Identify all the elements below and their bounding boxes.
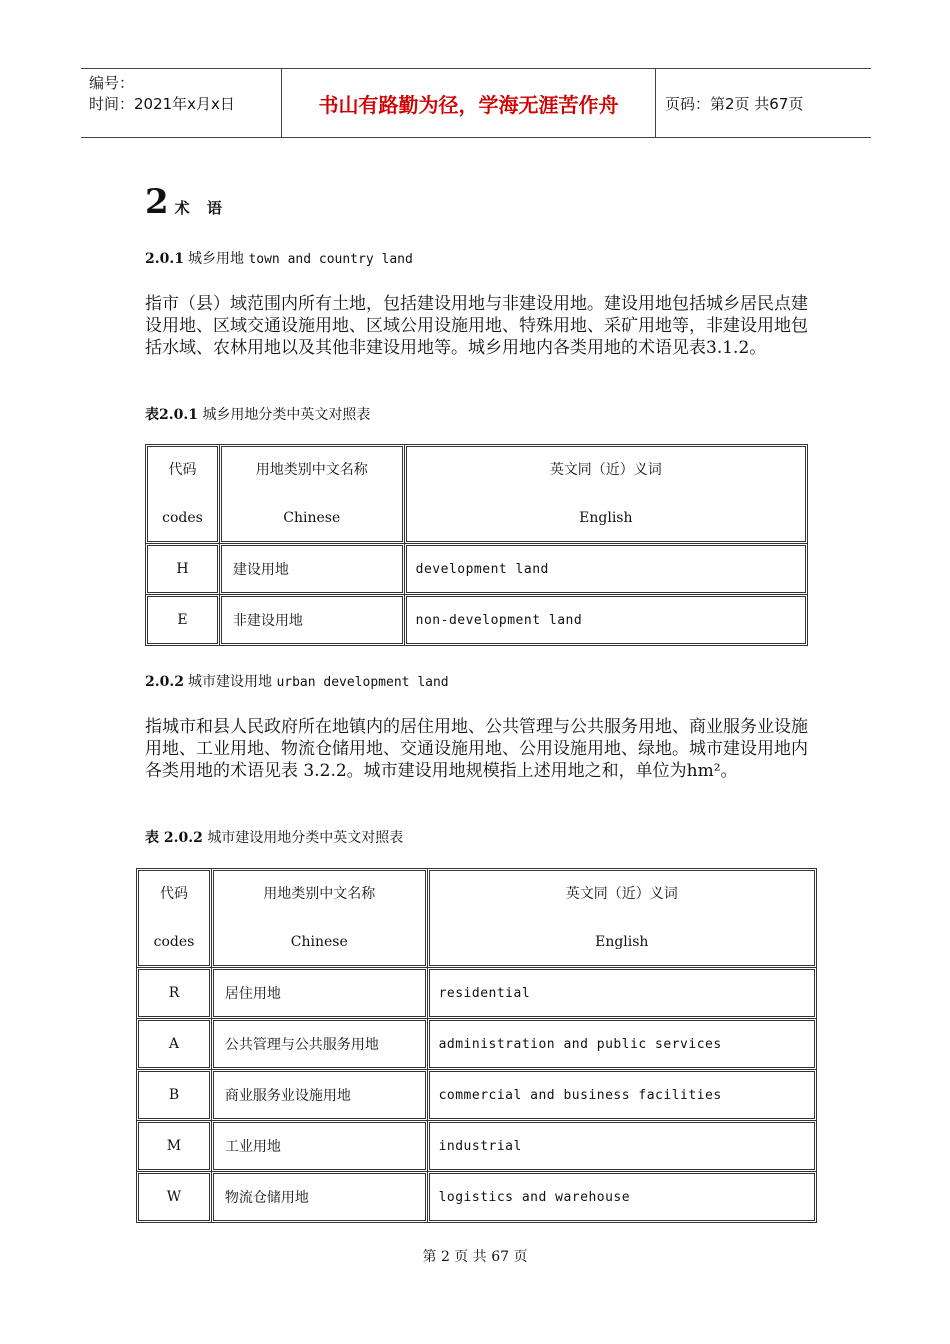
cell-code: B [137,1070,212,1121]
term-number: 2.0.2 [145,674,184,690]
page-header [81,68,871,138]
cell-chinese: 非建设用地 [219,595,404,646]
page-footer: 第 2 页 共 67 页 [422,1249,528,1265]
header-cell-english: 英文同（近）义词 English [404,445,807,544]
header-cell-chinese: 用地类别中文名称 Chinese [219,445,404,544]
cell-english: residential [427,968,816,1019]
header-cell-chinese: 用地类别中文名称 Chinese [211,869,427,968]
paragraph-2: 指城市和县人民政府所在地镇内的居住用地、公共管理与公共服务用地、商业服务业设施用地、工业用地、物流仓储用地、交通设施用地、公用设施用地、绿地。城市建设用地内各类用地的术语见表 3.2.2。城市建设用地规模指上述用地之和，单位为hm²。 [145,717,808,781]
table-header-row [146,445,808,544]
caption-number: 表 2.0.2 [145,830,203,846]
cell-code: E [146,595,220,646]
cell-code: R [137,968,212,1019]
header-motto: 书山有路勤为径，学海无涯苦作舟 [318,93,619,117]
cell-english: administration and public services [427,1019,816,1070]
cell-chinese: 公共管理与公共服务用地 [211,1019,427,1070]
header-cell-english: 英文同（近）义词 English [427,869,816,968]
cell-code: A [137,1019,212,1070]
paragraph-1: 指市（县）域范围内所有土地，包括建设用地与非建设用地。建设用地包括城乡居民点建设用地、区域交通设施用地、区域公用设施用地、特殊用地、采矿用地等，非建设用地包括水域、农林用地以及其他非建设用地等。城乡用地内各类用地的术语见表3.1.2。 [145,294,808,358]
table-row [146,544,808,595]
header-time-label: 时间：2021年x月x日 [89,95,235,113]
cell-chinese: 商业服务业设施用地 [211,1070,427,1121]
cell-chinese: 居住用地 [211,968,427,1019]
header-divider-right [655,69,656,137]
cell-code: M [137,1121,212,1172]
cell-english: logistics and warehouse [427,1172,816,1223]
term-en: urban development land [276,675,449,690]
cell-code: W [137,1172,212,1223]
term-heading-1 [145,248,413,268]
table-row [137,968,817,1019]
table-header-row [137,869,817,968]
caption-text: 城市建设用地分类中英文对照表 [207,830,404,846]
section-number: 2 [145,182,169,222]
header-cell-code: 代码 codes [146,445,220,544]
section-name: 术 语 [174,199,228,217]
term-number: 2.0.1 [145,251,184,267]
table-urban-land-classification [136,868,817,1223]
table-row [137,1172,817,1223]
header-meta [89,73,235,115]
cell-chinese: 建设用地 [219,544,404,595]
table-caption-2 [145,827,403,847]
cell-english: industrial [427,1121,816,1172]
cell-code: H [146,544,220,595]
cell-chinese: 工业用地 [211,1121,427,1172]
table-row [137,1070,817,1121]
header-cell-code: 代码 codes [137,869,212,968]
caption-number: 表2.0.1 [145,407,198,423]
cell-english: commercial and business facilities [427,1070,816,1121]
table-row [137,1121,817,1172]
table-row [137,1019,817,1070]
cell-english: development land [404,544,807,595]
term-heading-2 [145,671,449,691]
caption-text: 城乡用地分类中英文对照表 [202,407,371,423]
cell-english: non-development land [404,595,807,646]
header-number-label: 编号： [89,74,135,92]
table-land-classification [145,444,808,646]
term-en: town and country land [248,252,413,267]
table-row [146,595,808,646]
header-page-label: 页码：第2页 共67页 [665,95,804,113]
cell-chinese: 物流仓储用地 [211,1172,427,1223]
term-zh: 城乡用地 [187,251,244,267]
section-title [145,182,228,222]
table-caption-1 [145,404,370,424]
term-zh: 城市建设用地 [187,674,272,690]
